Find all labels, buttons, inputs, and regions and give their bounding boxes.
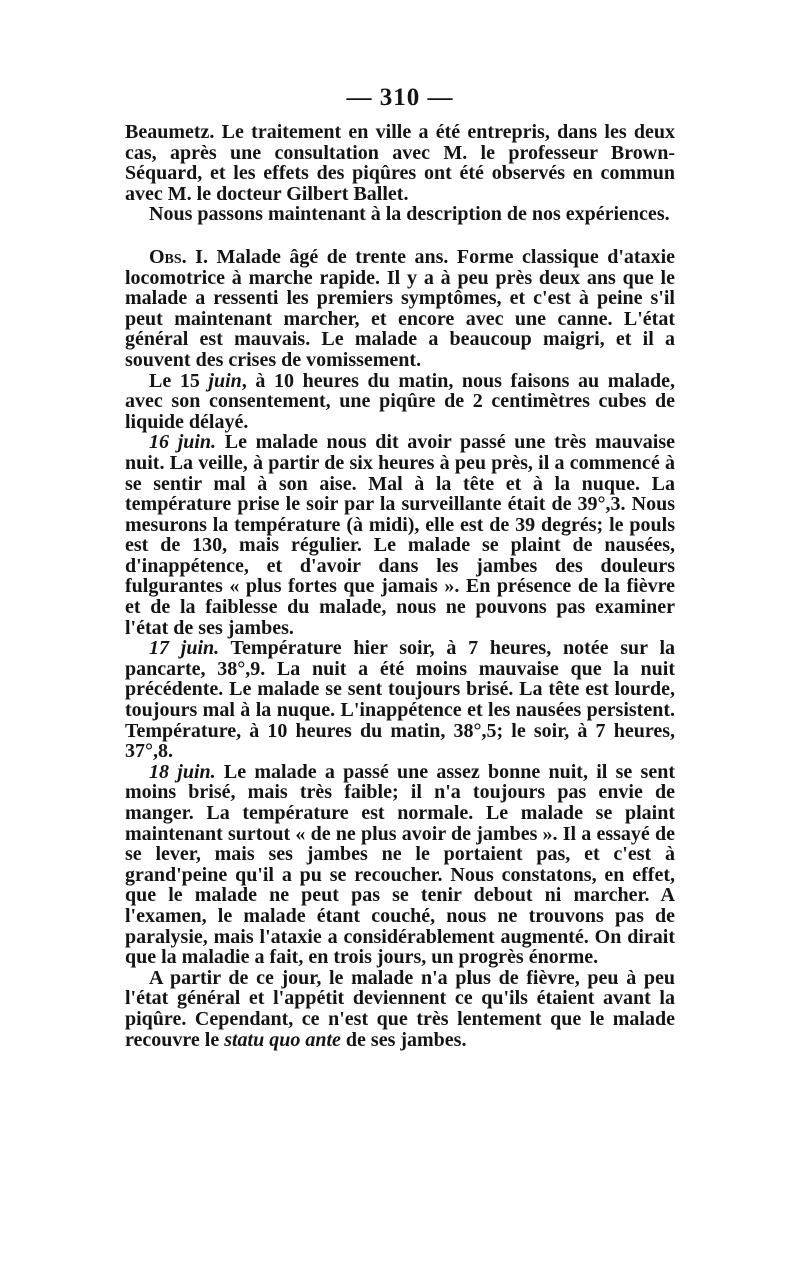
june-18-date: 18 juin. — [149, 760, 216, 783]
conclusion-text-b: de ses jambes. — [340, 1028, 467, 1051]
june-17-text: Température hier soir, à 7 heures, notée sur la pancarte, 38°,9. La nuit a été moins mauvaise que la nuit précédente. Le malade se sent toujours brisé. La tête est lourde, toujours mal à la nuque. L'inappétence et les nausées persistent. Température, à 10 heures du matin, 38°,5; le soir, à 7 heures, 37°,8. — [125, 637, 676, 763]
paragraph-observation — [125, 247, 675, 371]
june-15-date: juin — [208, 369, 242, 392]
paragraph-conclusion — [125, 968, 675, 1050]
paragraph-intro: Beaumetz. Le traitement en ville a été entrepris, dans les deux cas, après une consultation avec M. le professeur Brown-Séquard, et les effets des piqûres ont été observés en commun avec M. le docteur Gilbert Ballet. — [125, 121, 675, 205]
statu-quo-ante: statu quo ante — [224, 1028, 341, 1051]
observation-label: Obs. I. — [149, 245, 208, 268]
paragraph-june-16 — [125, 432, 675, 638]
paragraph-june-18 — [125, 762, 675, 968]
observation-text: Malade âgé de trente ans. Forme classique d'ataxie locomotrice à marche rapide. Il y a à peu près deux ans que le malade a ressenti les premiers symptômes, et c'est à peine s'il peut maintenant marcher, et encore avec une canne. L'état général est mauvais. Le malade a beaucoup maigri, et il a souvent des crises de vomissement. — [125, 245, 675, 371]
paragraph-transition: Nous passons maintenant à la description de nos expériences. — [149, 203, 670, 226]
paragraph-june-17 — [125, 638, 675, 762]
june-16-date: 16 juin. — [149, 431, 217, 454]
june-18-text: Le malade a passé une assez bonne nuit, il se sent moins brisé, mais très faible; il n'a toujours pas envie de manger. La température est normale. Le malade se plaint maintenant surtout « de ne plus avoir de jambes ». Il a essayé de se lever, mais ses jambes ne le portaient pas, et c'est à grand'peine qu'il a pu se recoucher. Nous constatons, en effet, que le malade ne peut pas se tenir debout ni marcher. A l'examen, le malade étant couché, nous ne trouvons pas de paralysie, mais l'ataxie a considérablement augmenté. On dirait que la maladie a fait, en trois jours, un progrès énorme. — [125, 760, 676, 969]
june-15-lead: Le 15 — [149, 369, 209, 392]
june-17-date: 17 juin. — [149, 637, 220, 660]
page-number: — 310 — — [346, 84, 454, 111]
june-16-text: Le malade nous dit avoir passé une très mauvaise nuit. La veille, à partir de six heures à peu près, il a commencé à se sentir mal à son aise. Mal à la tête et à la nuque. La température prise le soir par la surveillante était de 39°,3. Nous mesurons la température (à midi), elle est de 39 degrés; le pouls est de 130, mais régulier. Le malade se plaint de nausées, d'inappétence, et d'avoir dans les jambes des douleurs fulgurantes « plus fortes que jamais ». En présence de la fièvre et de la faiblesse du malade, nous ne pouvons pas examiner l'état de ses jambes. — [125, 431, 675, 639]
june-15-text: , à 10 heures du matin, nous faisons au malade, avec son consentement, une piqûre de 2 centimètres cubes de liquide délayé. — [125, 369, 675, 433]
paragraph-june-15 — [125, 371, 675, 433]
conclusion-text-a: A partir de ce jour, le malade n'a plus de fièvre, peu à peu l'état général et l'appétit deviennent ce qu'ils étaient avant la piqûre. Cependant, ce n'est que très lentement que le malade recouvre le — [125, 966, 675, 1051]
page-body — [125, 122, 675, 1050]
